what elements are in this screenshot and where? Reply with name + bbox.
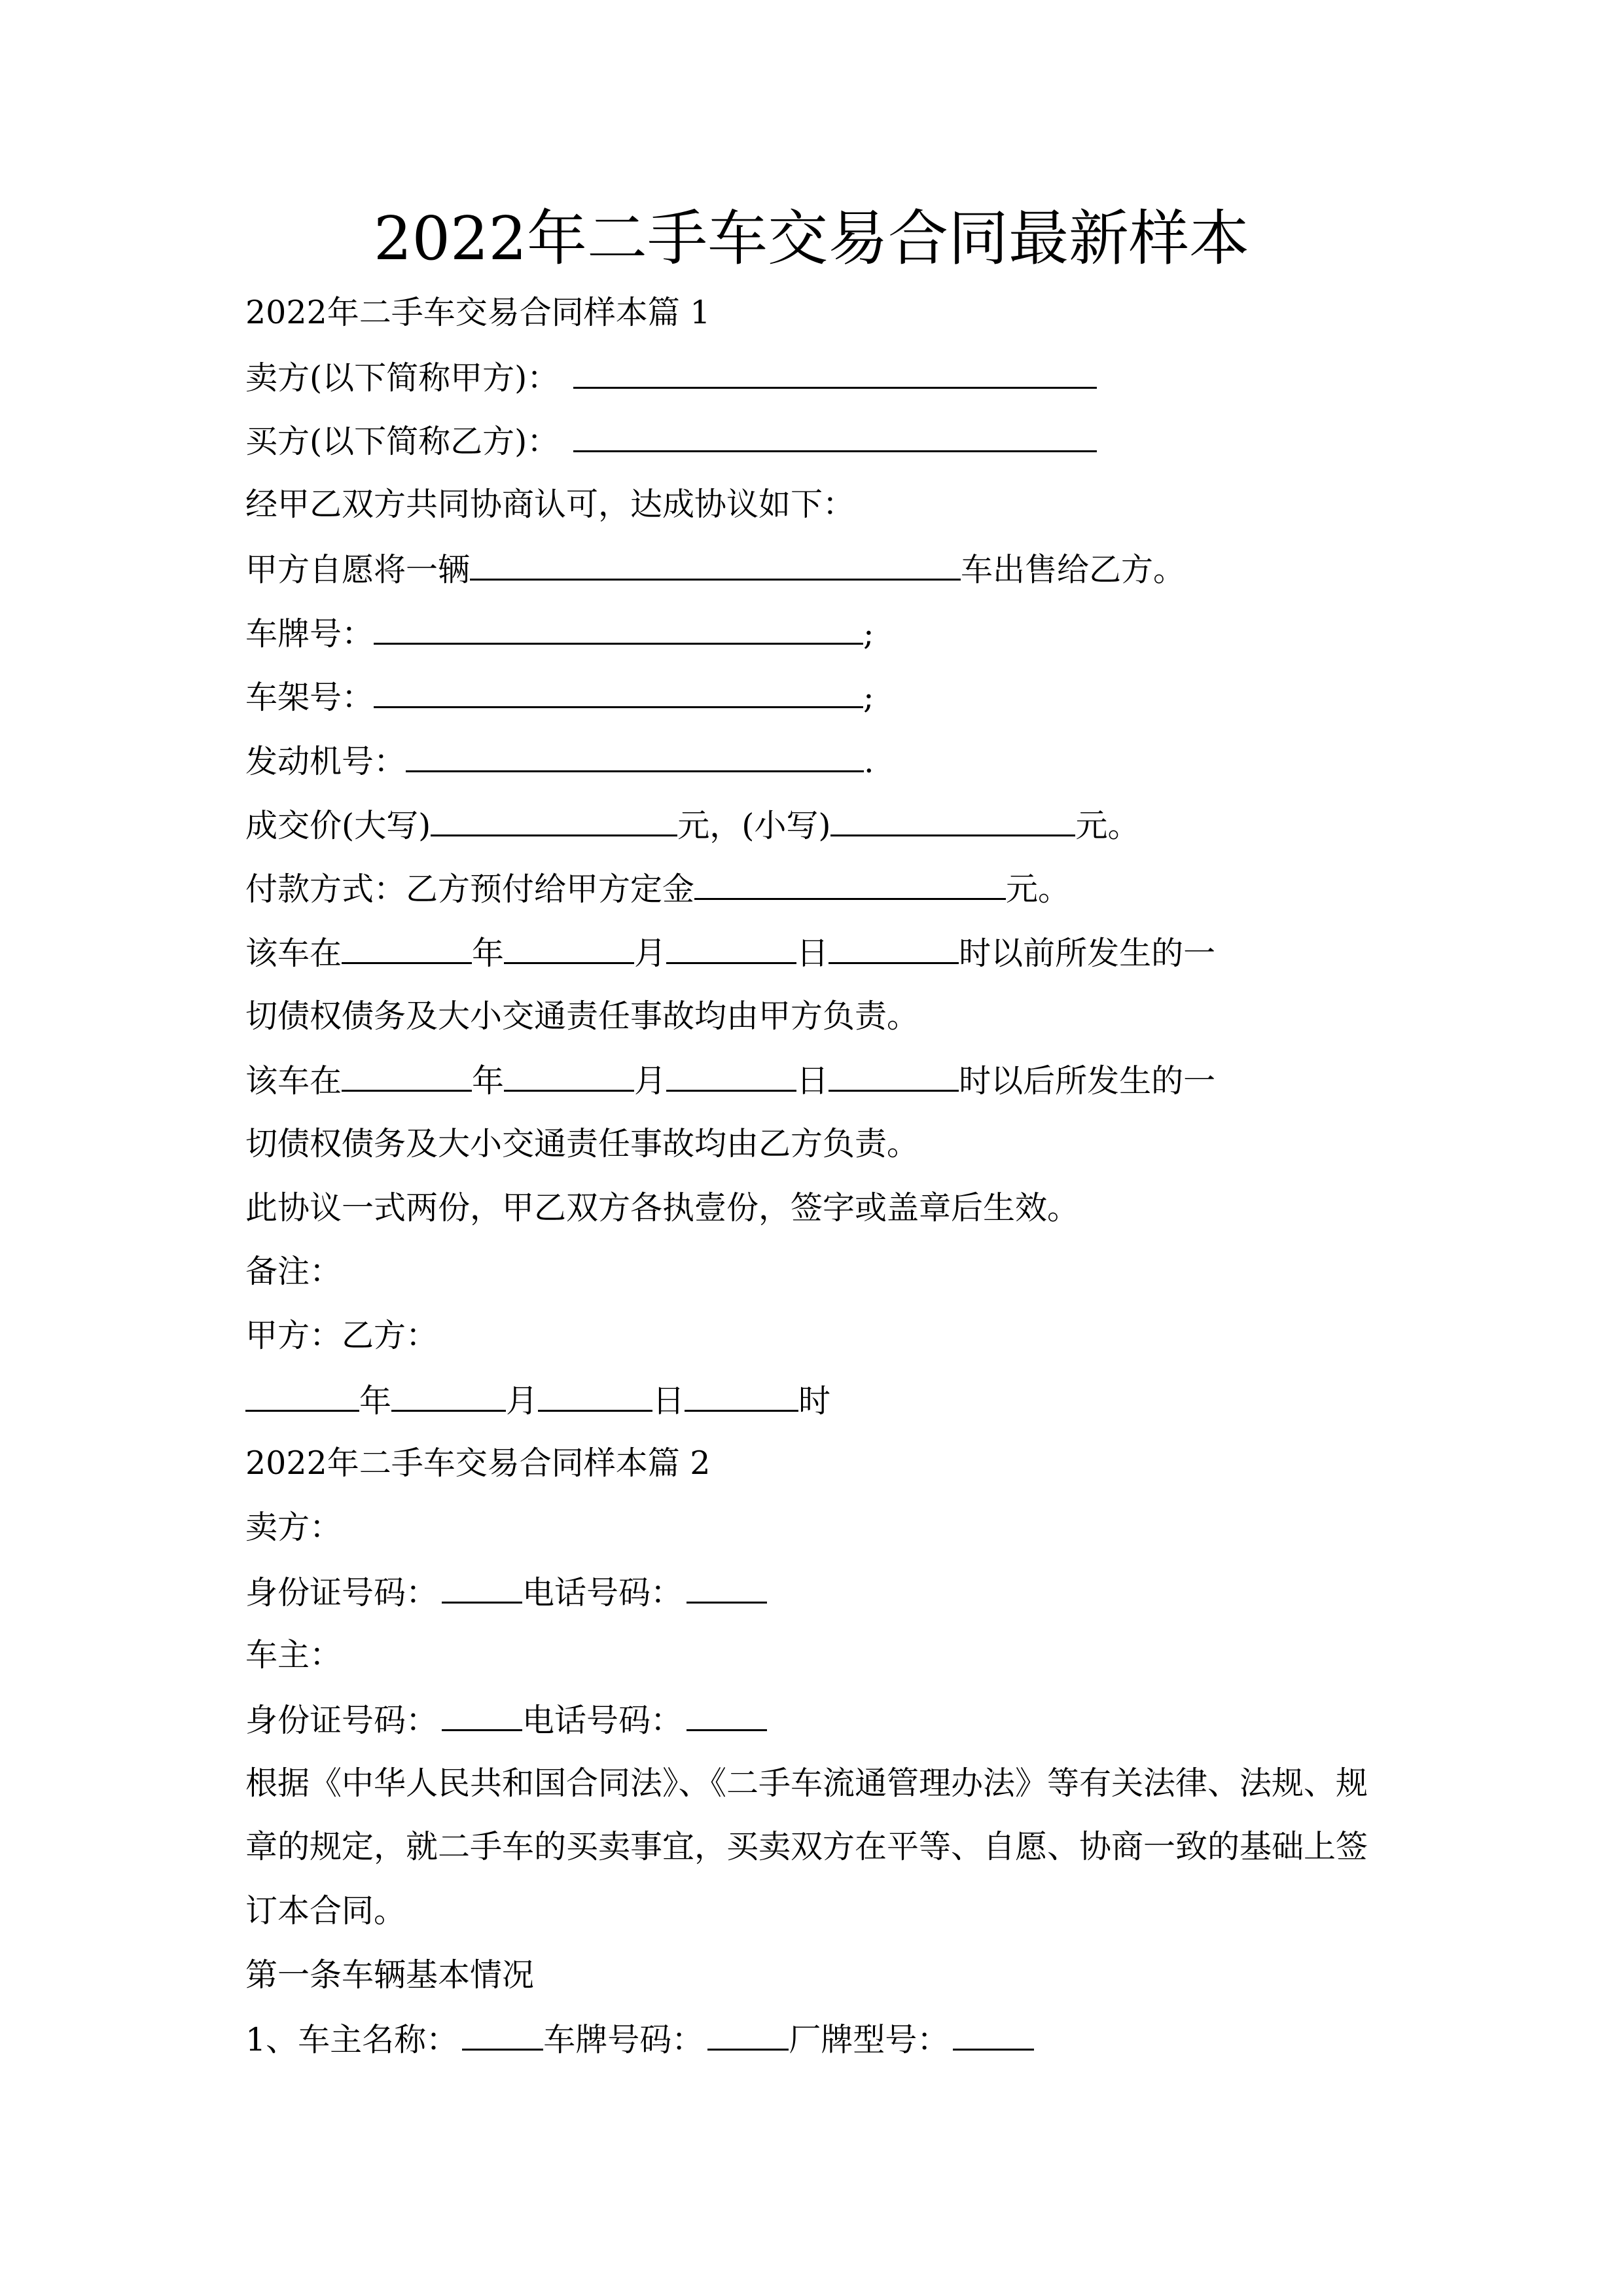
- model-label: 厂牌型号：: [789, 2021, 950, 2058]
- after-month-blank[interactable]: [504, 1060, 634, 1092]
- frame-label: 车架号：: [245, 679, 374, 716]
- seller-id-line: [245, 1572, 767, 1611]
- article1-heading: 第一条车辆基本情况: [245, 1956, 535, 1994]
- hour-label: 时: [798, 1382, 831, 1420]
- sale-line: [245, 549, 1185, 588]
- price-uppercase-blank[interactable]: [431, 805, 677, 836]
- before-suffix: 时以前所发生的一: [959, 935, 1216, 972]
- payment-end: 元。: [1006, 870, 1071, 908]
- phone-label: 电话号码：: [522, 1702, 683, 1739]
- plate-line: [245, 613, 874, 653]
- day-label: 日: [796, 935, 829, 972]
- year-label: 年: [472, 1062, 505, 1100]
- plate-end: ;: [863, 615, 874, 653]
- plate-blank[interactable]: [374, 613, 863, 645]
- owner-name-blank[interactable]: [462, 2019, 543, 2051]
- sign-year-blank[interactable]: [245, 1380, 359, 1412]
- after-prefix: 该车在: [245, 1062, 342, 1100]
- basis-line-3: 订本合同。: [245, 1892, 406, 1929]
- model-blank[interactable]: [953, 2019, 1034, 2051]
- price-lowercase-blank[interactable]: [830, 805, 1075, 836]
- before-year-blank[interactable]: [342, 933, 472, 964]
- price-line: [245, 805, 1139, 844]
- phone-label: 电话号码：: [522, 1574, 683, 1611]
- remarks-line: 备注：: [245, 1253, 342, 1290]
- frame-line: [245, 677, 874, 716]
- basis-line-1: 根据《中华人民共和国合同法》、《二手车流通管理办法》等有关法律、法规、规: [245, 1765, 1368, 1802]
- after-suffix: 时以后所发生的一: [959, 1062, 1216, 1100]
- price-mid: 元，(小写): [677, 807, 831, 844]
- payment-line: [245, 869, 1070, 908]
- id-label: 身份证号码：: [245, 1574, 438, 1611]
- month-label: 月: [506, 1382, 539, 1420]
- parties-line: 甲方：乙方：: [245, 1317, 438, 1354]
- month-label: 月: [634, 935, 667, 972]
- section1-heading: 2022年二手车交易合同样本篇 1: [245, 294, 711, 331]
- year-label: 年: [359, 1382, 392, 1420]
- engine-line: [245, 741, 874, 780]
- price-prefix: 成交价(大写): [245, 807, 431, 844]
- engine-blank[interactable]: [406, 741, 864, 772]
- document-title: 2022年二手车交易合同最新样本: [373, 204, 1250, 274]
- copies-line: 此协议一式两份，甲乙双方各执壹份，签字或盖章后生效。: [245, 1189, 1080, 1227]
- frame-end: ;: [863, 679, 874, 716]
- after-day-blank[interactable]: [666, 1060, 796, 1092]
- owner-id-line: [245, 1700, 767, 1739]
- owner-name-label: 1、车主名称：: [245, 2021, 459, 2058]
- sign-day-blank[interactable]: [538, 1380, 652, 1412]
- price-end: 元。: [1075, 807, 1140, 844]
- vehicle-blank[interactable]: [470, 549, 961, 581]
- after-hour-blank[interactable]: [829, 1060, 959, 1092]
- id-label: 身份证号码：: [245, 1702, 438, 1739]
- plate-label: 车牌号：: [245, 615, 374, 653]
- agreement-line: 经甲乙双方共同协商认可，达成协议如下：: [245, 486, 855, 523]
- month-label: 月: [634, 1062, 667, 1100]
- sale-suffix: 车出售给乙方。: [961, 551, 1186, 588]
- seller-blank[interactable]: [573, 357, 1097, 389]
- owner-phone-blank[interactable]: [687, 1700, 767, 1731]
- after-line: [245, 1060, 1215, 1100]
- day-label: 日: [796, 1062, 829, 1100]
- basis-line-2: 章的规定，就二手车的买卖事宜，买卖双方在平等、自愿、协商一致的基础上签: [245, 1828, 1368, 1865]
- sale-prefix: 甲方自愿将一辆: [245, 551, 471, 588]
- after-year-blank[interactable]: [342, 1060, 472, 1092]
- buyer-label: 买方(以下简称乙方)：: [245, 423, 560, 460]
- seller-label: 卖方(以下简称甲方)：: [245, 359, 560, 397]
- before-month-blank[interactable]: [504, 933, 634, 964]
- seller-line: [245, 357, 1097, 397]
- deposit-blank[interactable]: [694, 869, 1006, 900]
- owner-id-blank[interactable]: [442, 1700, 522, 1731]
- day-label: 日: [652, 1382, 685, 1420]
- signing-date-line: [245, 1380, 830, 1420]
- buyer-blank[interactable]: [573, 421, 1097, 452]
- seller-id-blank[interactable]: [442, 1572, 522, 1604]
- payment-prefix: 付款方式：乙方预付给甲方定金: [245, 870, 695, 908]
- year-label: 年: [472, 935, 505, 972]
- before-day-blank[interactable]: [666, 933, 796, 964]
- before-line-2: 切债权债务及大小交通责任事故均由甲方负责。: [245, 997, 919, 1035]
- owner-line: 车主：: [245, 1636, 342, 1674]
- engine-label: 发动机号：: [245, 743, 406, 780]
- sign-month-blank[interactable]: [391, 1380, 506, 1412]
- plate-number-label: 车牌号码：: [543, 2021, 704, 2058]
- plate-number-blank[interactable]: [707, 2019, 789, 2051]
- before-hour-blank[interactable]: [829, 933, 959, 964]
- section2-seller: 卖方：: [245, 1509, 342, 1546]
- seller-phone-blank[interactable]: [687, 1572, 767, 1604]
- after-line-2: 切债权债务及大小交通责任事故均由乙方负责。: [245, 1125, 919, 1162]
- frame-blank[interactable]: [374, 677, 863, 708]
- before-prefix: 该车在: [245, 935, 342, 972]
- buyer-line: [245, 421, 1097, 460]
- engine-end: .: [864, 743, 874, 780]
- sign-hour-blank[interactable]: [685, 1380, 798, 1412]
- item1-line: [245, 2019, 1034, 2058]
- section2-heading: 2022年二手车交易合同样本篇 2: [245, 1444, 711, 1482]
- before-line: [245, 933, 1215, 972]
